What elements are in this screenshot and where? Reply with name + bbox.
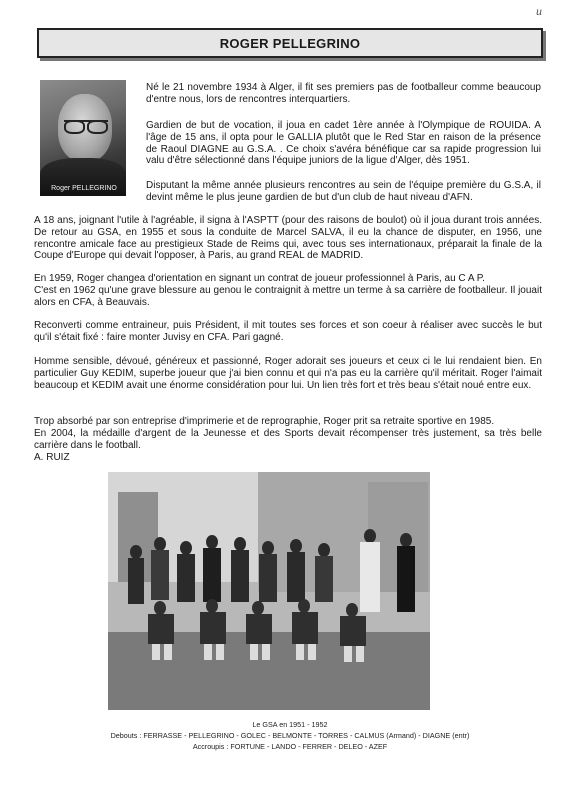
title-box <box>37 28 543 58</box>
photo-caption-title: Le GSA en 1951 - 1952 <box>252 720 328 729</box>
glasses-icon <box>64 120 108 132</box>
paragraph-professional: En 1959, Roger changea d'orientation en signant un contrat de joueur professionnel à Paris, au C A P. <box>34 273 485 284</box>
paragraph-first-team: Disputant la même année plusieurs rencontres au sein de l'équipe première du G.S.A, il devint même le plus jeune gardien de but d'un club de haut niveau d'AFN. <box>146 180 541 203</box>
paragraph-medal: En 2004, la médaille d'argent de la Jeunesse et des Sports devait récompenser très justement, sa très belle carrière dans le football. <box>34 428 542 451</box>
paragraph-asptt: A 18 ans, joignant l'utile à l'agréable, il signa à l'ASPTT (pour des raisons de boulot) où il joua durant trois années. De retour au GSA, en 1955 et sous la conduite de Marcel SALVA, il eu la chance de disputer, en 1956, une rencontre amicale face au prestigieux Stade de Reims qui, avec tous ses internationaux, préparait la finale de la Coupe d'Europe qui devait l'opposer, à Paris, au grand REAL de MADRID. <box>34 215 542 262</box>
team-photo-drawing <box>108 472 430 710</box>
paragraph-goalkeeper: Gardien de but de vocation, il joua en cadet 1ère année à l'Olympique de ROUIDA. A l'âge de 15 ans, il opta pour le GALLIA plutôt que le Red Star en raison de la présence de Raoul DIAGNE au G.S.A. . Ce choix s'avéra bénéfique car sa rapide progression lui valu d'être sélectionné dans l'équipe juniors de la ligue d'Alger, dès 1951. <box>146 120 541 167</box>
paragraph-kedim: Homme sensible, dévoué, généreux et passionné, Roger adorait ses joueurs et ceux ci le lui rendaient bien. En particulier Guy KEDIM, superbe joueur que j'ai bien connu et qui n'a pas eu la carrière qu'il méritait. Roger l'aimait beaucoup et KEDIM avait une énorme considération pour lui. Un lien très fort et très beau s'était noué entre eux. <box>34 356 542 391</box>
paragraph-injury: C'est en 1962 qu'une grave blessure au genou le contraignit à mettre un terme à sa carrière de footballeur. Il jouait alors en CFA, à Beauvais. <box>34 285 542 308</box>
author-signature: A. RUIZ <box>34 452 70 463</box>
paragraph-coach: Reconverti comme entraineur, puis Président, il mit toutes ses forces et son coeur à réaliser avec succès le but qu'il s'était fixé : faire monter Juvisy en CFA. Pari gagné. <box>34 320 542 343</box>
page-title: ROGER PELLEGRINO <box>219 35 361 51</box>
paragraph-retirement: Trop absorbé par son entreprise d'imprimerie et de reprographie, Roger prit sa retraite sportive en 1985. <box>34 416 495 427</box>
paragraph-birth: Né le 21 novembre 1934 à Alger, il fit ses premiers pas de footballeur comme beaucoup d'entre nous, lors de rencontres interquartiers. <box>146 82 541 105</box>
photo-caption-standing: Debouts : FERRASSE - PELLEGRINO - GOLEC - BELMONTE - TORRES - CALMUS (Armand) - DIAGNE (entr) <box>110 731 470 740</box>
portrait-photo <box>40 80 126 196</box>
team-photo <box>108 472 430 710</box>
page-mark: u <box>536 4 542 18</box>
portrait-caption: Roger PELLEGRINO <box>51 185 117 192</box>
photo-caption-crouching: Accroupis : FORTUNE - LANDO - FERRER - DELEO - AZEF <box>192 742 388 751</box>
